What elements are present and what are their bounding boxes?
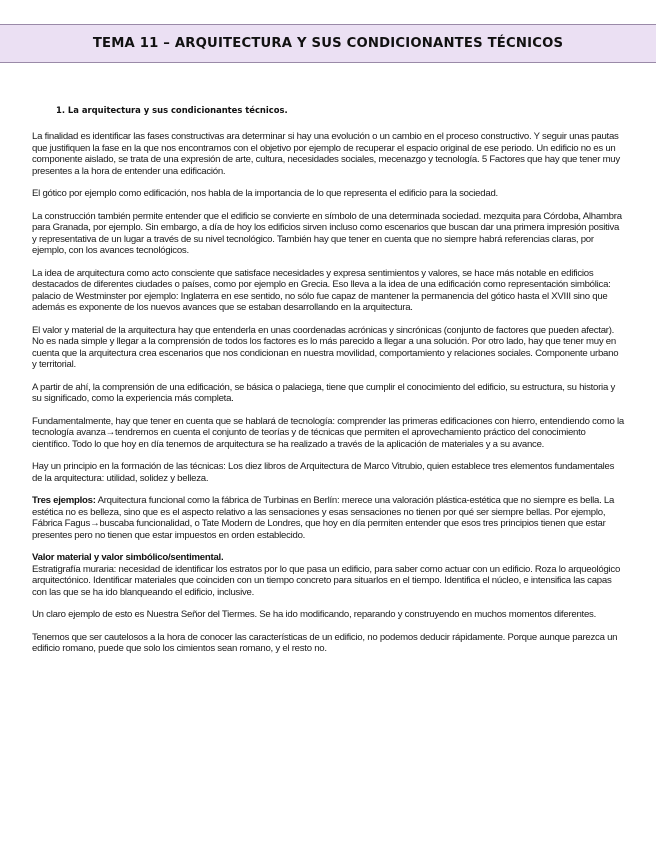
body-text — [32, 131, 624, 666]
paragraph: El gótico por ejemplo como edificación, nos habla de la importancia de lo que representa el edificio para la sociedad. — [32, 188, 498, 199]
paragraph: La idea de arquitectura como acto consciente que satisface necesidades y expresa sentimientos y valores, se hace más notable en edificios destacados de diferentes ciudades o países, como por ejemplo en Grecia. Eso lleva a la idea de una edificación como representación simbólica: palacio de Westminster por ejemplo: Inglaterra en ese sentido, no sólo fue capaz de mantener la permanencia del gótico hasta el XVIII sino que además es exponente de los nuevos avances que se estaban desarrollando en la arquitectura. — [32, 267, 611, 313]
paragraph: La construcción también permite entender que el edificio se convierte en símbolo de una determinada sociedad. mezquita para Córdoba, Alhambra para Granada, por ejemplo. Sin embargo, a día de hoy los edificios sirven incluso como escenarios que buscan dar una primera impresión positiva y representativa de un lugar a través de su nivel tecnológico. También hay que tener en cuenta que no siempre habrá referencias claras, por ejemplo, con los avances tecnológicos. — [32, 210, 622, 256]
subheading: Valor material y valor simbólico/sentimental. — [32, 552, 224, 563]
title-banner — [0, 24, 656, 63]
paragraph: Un claro ejemplo de esto es Nuestra Señor del Tiermes. Se ha ido modificando, reparando y construyendo en muchos momentos diferentes. — [32, 609, 597, 620]
paragraph: Hay un principio en la formación de las técnicas: Los diez libros de Arquitectura de Marco Vitrubio, quien establece tres elementos fundamentales de la arquitectura: utilidad, solidez y belleza. — [32, 461, 615, 484]
paragraph-lead: Tres ejemplos: — [32, 495, 96, 506]
paragraph-text: Estratigrafía muraria: necesidad de identificar los estratos por lo que pasa un edificio, para saber como actuar con un edificio. Roza lo arqueológico arquitectónico. Identificar materiales que coinciden con un tiempo concreto para situarlos en el tiempo. Identifica el núcleo, e intensifica las capas con las que se ha ido blanqueando el edificio, inclusive. — [32, 563, 621, 598]
paragraph — [32, 495, 624, 541]
paragraph: Fundamentalmente, hay que tener en cuenta que se hablará de tecnología: comprender las primeras edificaciones con hierro, entendiendo como la tecnología avanza→tendremos en cuenta el conjunto de teorías y de técnicas que permiten el aprovechamiento práctico del conocimiento científico. Todo lo que hoy en día tenemos de arquitectura se ha realizado a través de la aplicación de materiales y a su avance. — [32, 415, 624, 450]
paragraph: A partir de ahí, la comprensión de una edificación, se básica o palaciega, tiene que cumplir el conocimiento del edificio, su estructura, su historia y su significado, como la experiencia más completa. — [32, 381, 615, 404]
paragraph: El valor y material de la arquitectura hay que entenderla en unas coordenadas acrónicas y sincrónicas (conjunto de factores que pueden afectar). No es nada simple y llegar a la comprensión de todos los factores es lo más parecido a llegar a una solución. Por otro lado, hay que tener muy en cuenta que la arquitectura crea escenarios que nos condicionan en nuestra movilidad, comportamiento y relaciones sociales. Componente urbano y territorial. — [32, 324, 619, 370]
paragraph: La finalidad es identificar las fases constructivas ara determinar si hay una evolución o un cambio en el proceso constructivo. Y seguir unas pautas que justifiquen la fase en la que nos encontramos con el objetivo por ejemplo de recuperar el espacio original de ese periodo. Un edificio no es un componente aislado, se trata de una expresión de arte, cultura, necesidades sociales, mecenazgo y tecnología. 5 Factores que hay que tener muy presentes a la hora de entender una edificación. — [32, 131, 620, 177]
paragraph: Tenemos que ser cautelosos a la hora de conocer las características de un edificio, no podemos deducir rápidamente. Porque aunque parezca un edificio romano, puede que solo los cimientos sean romano, y el resto no. — [32, 631, 618, 654]
paragraph — [32, 552, 624, 598]
paragraph-text: Arquitectura funcional como la fábrica de Turbinas en Berlín: merece una valoración plástica-estética que no siempre es bella. La estética no es belleza, sino que es el aspecto relativo a las sensaciones y esas sensaciones no tienen por qué ser siempre bellas. Por ejemplo, Fábrica Fagus→buscaba funcionalidad, o Tate Modern de Londres, que hoy en día permiten entender que esos tres principios tienen que estar presentes pero no tienen que estar impuestos en orden establecido. — [32, 495, 615, 541]
document-title: TEMA 11 – ARQUITECTURA Y SUS CONDICIONANTES TÉCNICOS — [92, 36, 564, 51]
section-heading: 1. La arquitectura y sus condicionantes técnicos. — [56, 105, 288, 115]
